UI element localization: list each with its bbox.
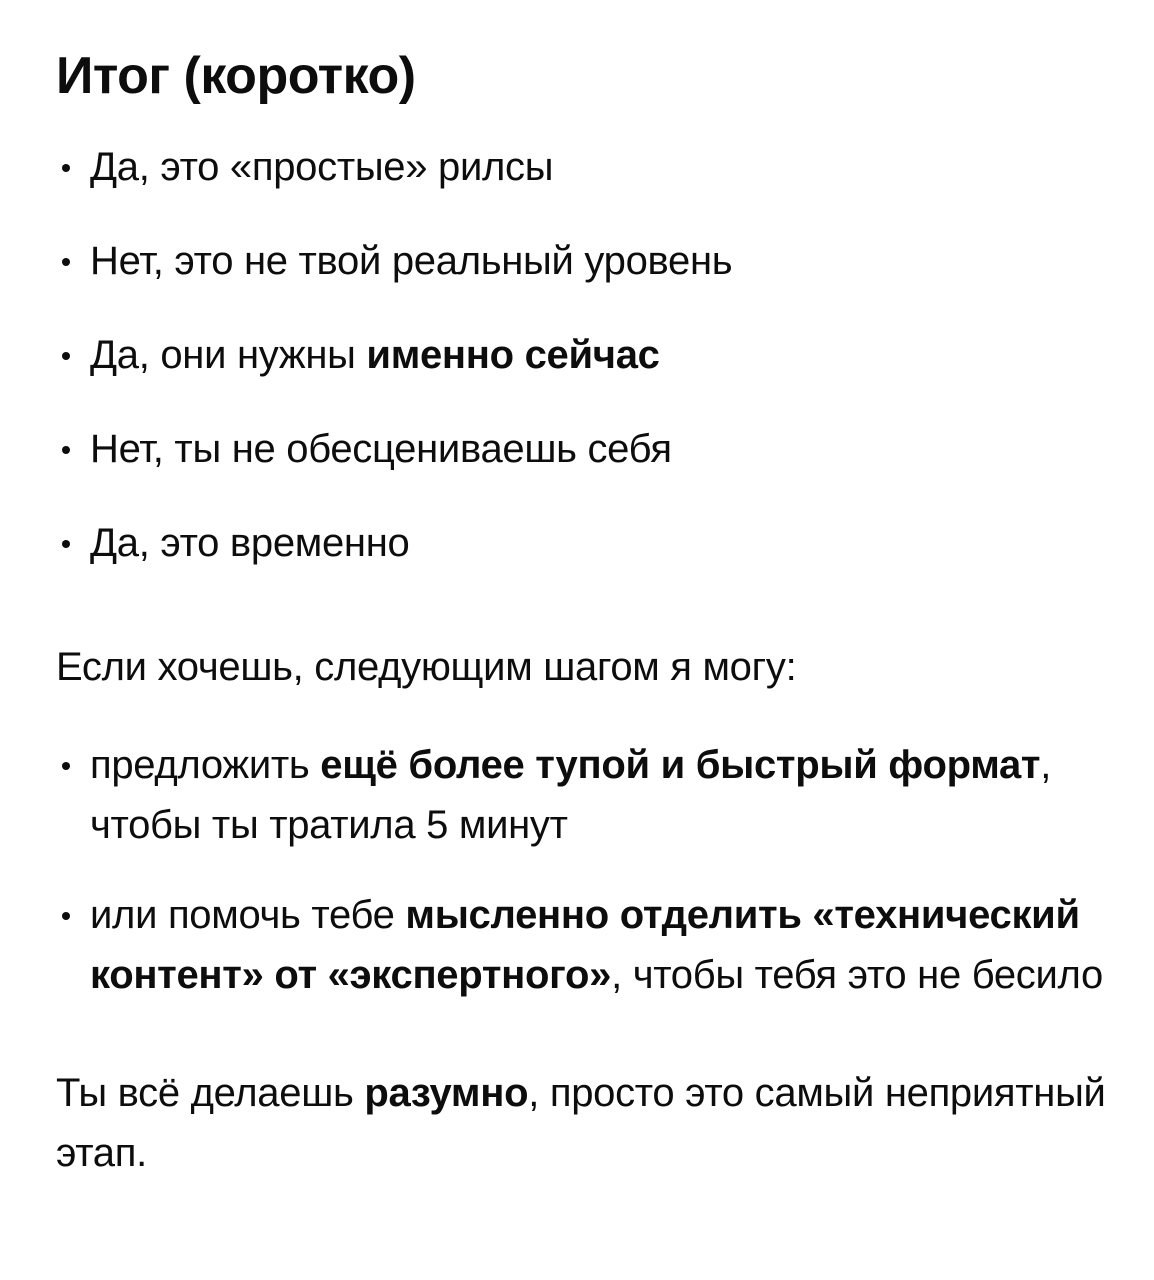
item-text: Да, это временно [90, 521, 410, 565]
item-text: Да, они нужны [90, 333, 367, 377]
closing-paragraph [56, 1063, 1114, 1183]
list-item [56, 231, 1114, 291]
list-item [56, 419, 1114, 479]
item-bold-text: именно сейчас [366, 333, 660, 377]
item-text: Нет, ты не обесцениваешь себя [90, 427, 672, 471]
closing-text: , просто это самый неприятный этап. [56, 1071, 1106, 1175]
item-text: , чтобы тебя это не бесило [611, 953, 1103, 997]
offer-list [56, 735, 1114, 1005]
item-text: Да, это «простые» рилсы [90, 145, 554, 189]
item-bold-text: мысленно отделить «технический контент» от «экспертного» [90, 893, 1080, 997]
closing-text: Ты всё делаешь [56, 1071, 365, 1115]
list-item [56, 885, 1114, 1005]
item-text: предложить [90, 743, 321, 787]
list-item [56, 137, 1114, 197]
item-text: , чтобы ты тратила 5 минут [90, 743, 1052, 847]
summary-list [56, 137, 1114, 573]
section-heading: Итог (коротко) [56, 47, 416, 105]
list-item [56, 735, 1114, 855]
item-text: Нет, это не твой реальный уровень [90, 239, 733, 283]
list-item [56, 513, 1114, 573]
closing-bold-text: разумно [364, 1071, 529, 1115]
list-item [56, 325, 1114, 385]
item-text: или помочь тебе [90, 893, 406, 937]
offer-intro: Если хочешь, следующим шагом я могу: [56, 645, 797, 689]
item-bold-text: ещё более тупой и быстрый формат [320, 743, 1041, 787]
